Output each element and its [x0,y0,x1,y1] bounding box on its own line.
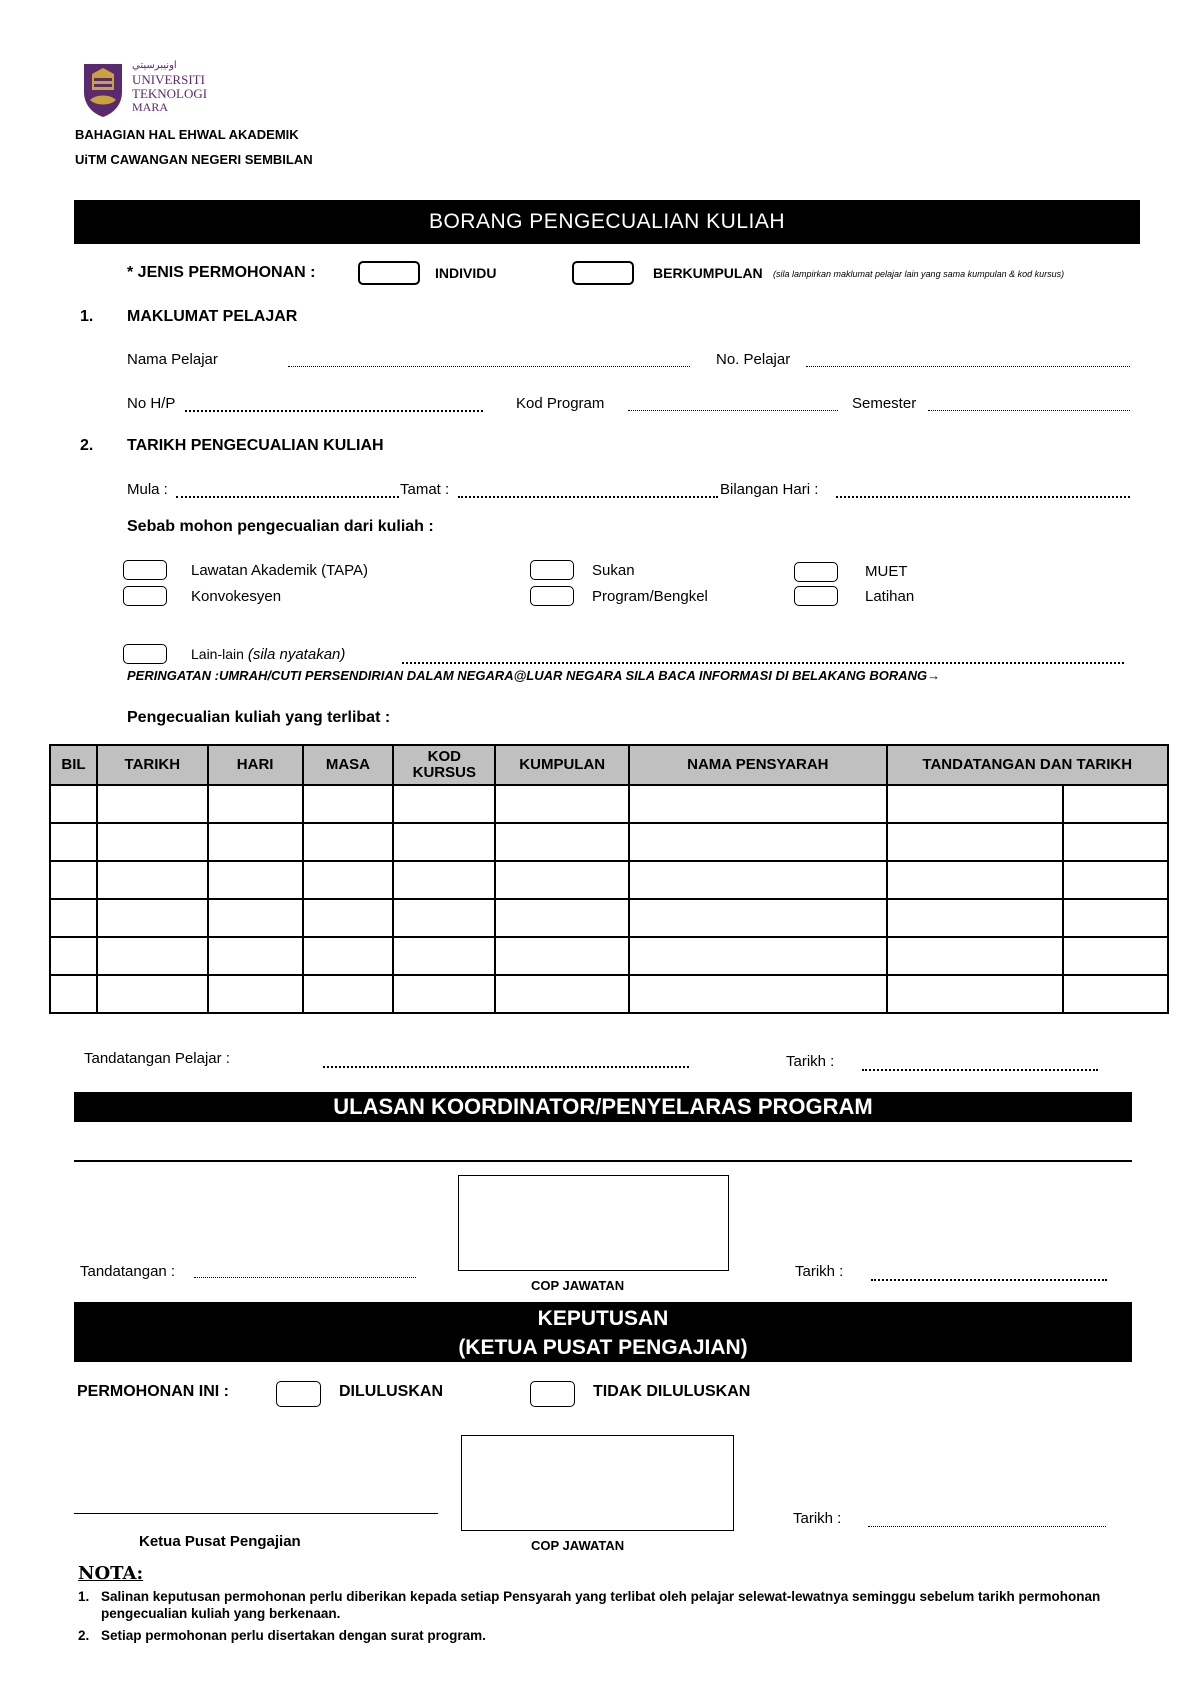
start-date-label: Mula : [127,481,168,498]
section-1-title: MAKLUMAT PELAJAR [127,308,298,325]
student-name-field[interactable] [288,366,690,367]
table-cell[interactable] [887,861,1064,899]
table-cell[interactable] [303,975,394,1013]
table-cell[interactable] [208,785,303,823]
approved-checkbox[interactable] [276,1381,321,1407]
table-cell[interactable] [495,899,629,937]
reason-tapa-checkbox[interactable] [123,560,167,580]
decision-stamp-box [461,1435,734,1531]
reason-convocation-label: Konvokesyen [191,588,282,605]
table-cell[interactable] [393,937,495,975]
logo-line-3: MARA [132,100,169,114]
table-cell[interactable] [1063,785,1168,823]
decision-date-field[interactable] [868,1526,1106,1527]
note-1-number: 1. [78,1589,90,1604]
table-cell[interactable] [97,937,208,975]
lectures-table [49,744,1169,1014]
table-cell[interactable] [208,975,303,1013]
note-2-number: 2. [78,1628,90,1643]
table-cell[interactable] [629,785,886,823]
logo-jawi: ﺍﻭﻧﻴﺒﺮﺳﻴﺘﻲ [132,60,177,71]
student-signature-label: Tandatangan Pelajar : [84,1050,230,1067]
table-cell[interactable] [303,899,394,937]
reason-others-field[interactable] [402,662,1124,664]
table-cell[interactable] [97,975,208,1013]
approved-label: DILULUSKAN [339,1383,443,1400]
table-cell[interactable] [629,823,886,861]
application-type-label: * JENIS PERMOHONAN : [127,264,316,281]
header-hari: HARI [208,745,303,785]
table-cell[interactable] [393,823,495,861]
university-logo [80,60,230,118]
student-no-field[interactable] [806,366,1130,367]
table-cell[interactable] [303,937,394,975]
table-cell[interactable] [97,899,208,937]
table-cell[interactable] [1063,823,1168,861]
table-cell[interactable] [629,937,886,975]
table-cell[interactable] [1063,975,1168,1013]
reason-title: Sebab mohon pengecualian dari kuliah : [127,518,434,535]
phone-field[interactable] [185,410,483,412]
table-cell[interactable] [393,785,495,823]
table-row [50,861,1168,899]
table-cell[interactable] [629,861,886,899]
decision-title [74,1302,1132,1362]
reason-muet-checkbox[interactable] [794,562,838,582]
table-cell[interactable] [495,785,629,823]
reason-sports-checkbox[interactable] [530,560,574,580]
reason-others-text: Lain-lain [191,646,244,662]
table-cell[interactable] [887,823,1064,861]
section-2-number: 2. [80,437,94,454]
decision-stamp-label: COP JAWATAN [531,1538,625,1553]
table-row [50,899,1168,937]
table-cell[interactable] [393,975,495,1013]
decision-application-label: PERMOHONAN INI : [77,1383,229,1400]
semester-field[interactable] [928,410,1130,411]
table-header-row [50,745,1168,785]
table-cell[interactable] [495,975,629,1013]
reason-muet-label: MUET [865,563,908,580]
table-cell[interactable] [97,861,208,899]
table-cell[interactable] [393,861,495,899]
phone-label: No H/P [127,395,176,412]
group-checkbox[interactable] [572,261,634,285]
group-note: (sila lampirkan maklumat pelajar lain yang sama kumpulan & kod kursus) [773,269,1065,279]
note-2-text: Setiap permohonan perlu disertakan dengan surat program. [101,1628,486,1643]
table-cell[interactable] [887,785,1064,823]
table-row [50,975,1168,1013]
semester-label: Semester [852,395,917,412]
end-date-field[interactable] [458,496,718,498]
table-cell[interactable] [208,937,303,975]
coordinator-date-label: Tarikh : [795,1263,844,1280]
table-cell[interactable] [887,899,1064,937]
reason-training-label: Latihan [865,588,915,605]
table-cell[interactable] [303,823,394,861]
reason-training-checkbox[interactable] [794,586,838,606]
days-count-label: Bilangan Hari : [720,481,819,498]
logo-line-1: UNIVERSITI [132,72,205,87]
table-cell[interactable] [629,975,886,1013]
table-row [50,937,1168,975]
section-1-number: 1. [80,308,94,325]
decision-signer-label: Ketua Pusat Pengajian [139,1533,301,1550]
reason-workshop-checkbox[interactable] [530,586,574,606]
decision-signature-line[interactable] [74,1513,438,1514]
program-code-field[interactable] [628,410,838,411]
header-kumpulan: KUMPULAN [495,745,629,785]
table-cell[interactable] [1063,861,1168,899]
table-cell[interactable] [887,975,1064,1013]
lectures-title: Pengecualian kuliah yang terlibat : [127,709,391,726]
reason-others-checkbox[interactable] [123,644,167,664]
table-cell[interactable] [495,937,629,975]
notes-title: NOTA: [78,1563,144,1584]
table-cell[interactable] [1063,937,1168,975]
table-cell[interactable] [97,785,208,823]
arrow-right-icon: → [927,668,941,683]
warning-text: PERINGATAN :UMRAH/CUTI PERSENDIRIAN DALAM NEGARA@LUAR NEGARA SILA BACA INFORMASI DI BELAKANG BORANG [127,668,928,683]
table-cell[interactable] [50,823,97,861]
student-no-label: No. Pelajar [716,351,791,368]
form-title: BORANG PENGECUALIAN KULIAH [74,200,1140,244]
table-row [50,785,1168,823]
note-item-1 [78,1588,1148,1622]
header-nama-pensyarah: NAMA PENSYARAH [629,745,886,785]
reason-workshop-label: Program/Bengkel [592,588,708,605]
individual-label: INDIVIDU [435,265,497,281]
table-cell[interactable] [50,785,97,823]
days-count-field[interactable] [836,496,1130,498]
group-label: BERKUMPULAN [653,265,763,281]
table-cell[interactable] [887,937,1064,975]
reason-others-note: (sila nyatakan) [247,646,346,663]
start-date-field[interactable] [176,496,399,498]
header-tarikh: TARIKH [97,745,208,785]
table-cell[interactable] [50,975,97,1013]
coordinator-title: ULASAN KOORDINATOR/PENYELARAS PROGRAM [74,1092,1132,1122]
decision-date-label: Tarikh : [793,1510,842,1527]
coordinator-comment-line[interactable] [74,1160,1132,1162]
student-signature-field[interactable] [323,1066,689,1068]
not-approved-checkbox[interactable] [530,1381,575,1407]
table-cell[interactable] [50,861,97,899]
table-cell[interactable] [50,937,97,975]
header-bil: BIL [50,745,97,785]
individual-checkbox[interactable] [358,261,420,285]
table-cell[interactable] [303,861,394,899]
table-cell[interactable] [393,899,495,937]
coordinator-signature-field[interactable] [194,1277,416,1278]
header-masa: MASA [303,745,394,785]
table-cell[interactable] [495,823,629,861]
end-date-label: Tamat : [400,481,450,498]
warning-note [127,668,940,683]
note-1-text: Salinan keputusan permohonan perlu diberikan kepada setiap Pensyarah yang terlibat oleh pelajar selewat-lewatnya seminggu sebelum tarikh permohonan pengecualian kuliah yang berkenaan. [101,1589,1101,1621]
coordinator-date-field[interactable] [871,1279,1107,1281]
student-name-label: Nama Pelajar [127,351,218,368]
table-cell[interactable] [208,823,303,861]
decision-title-line-1: KEPUTUSAN [537,1307,669,1330]
table-row [50,823,1168,861]
coordinator-stamp-label: COP JAWATAN [531,1278,625,1293]
header-tandatangan-tarikh: TANDATANGAN DAN TARIKH [887,745,1168,785]
table-cell[interactable] [97,823,208,861]
student-date-label: Tarikh : [786,1053,835,1070]
table-cell[interactable] [50,899,97,937]
header-kod-kursus: KOD KURSUS [393,745,495,785]
uitm-crest-icon [80,60,126,118]
reason-tapa-label: Lawatan Akademik (TAPA) [191,562,369,579]
table-cell[interactable] [208,899,303,937]
table-cell[interactable] [303,785,394,823]
coordinator-stamp-box [458,1175,729,1271]
dept-line-2: UiTM CAWANGAN NEGERI SEMBILAN [75,152,313,167]
table-cell[interactable] [208,861,303,899]
logo-line-2: TEKNOLOGI [132,86,208,101]
reason-others-label [191,646,345,663]
reason-sports-label: Sukan [592,562,635,579]
dept-line-1: BAHAGIAN HAL EHWAL AKADEMIK [75,127,299,142]
table-cell[interactable] [629,899,886,937]
coordinator-signature-label: Tandatangan : [80,1263,176,1280]
program-code-label: Kod Program [516,395,605,412]
reason-convocation-checkbox[interactable] [123,586,167,606]
section-2-title: TARIKH PENGECUALIAN KULIAH [127,437,384,454]
student-date-field[interactable] [862,1069,1098,1071]
not-approved-label: TIDAK DILULUSKAN [593,1383,751,1400]
table-cell[interactable] [495,861,629,899]
note-item-2 [78,1627,1148,1644]
table-cell[interactable] [1063,899,1168,937]
decision-title-line-2: (KETUA PUSAT PENGAJIAN) [458,1336,748,1359]
